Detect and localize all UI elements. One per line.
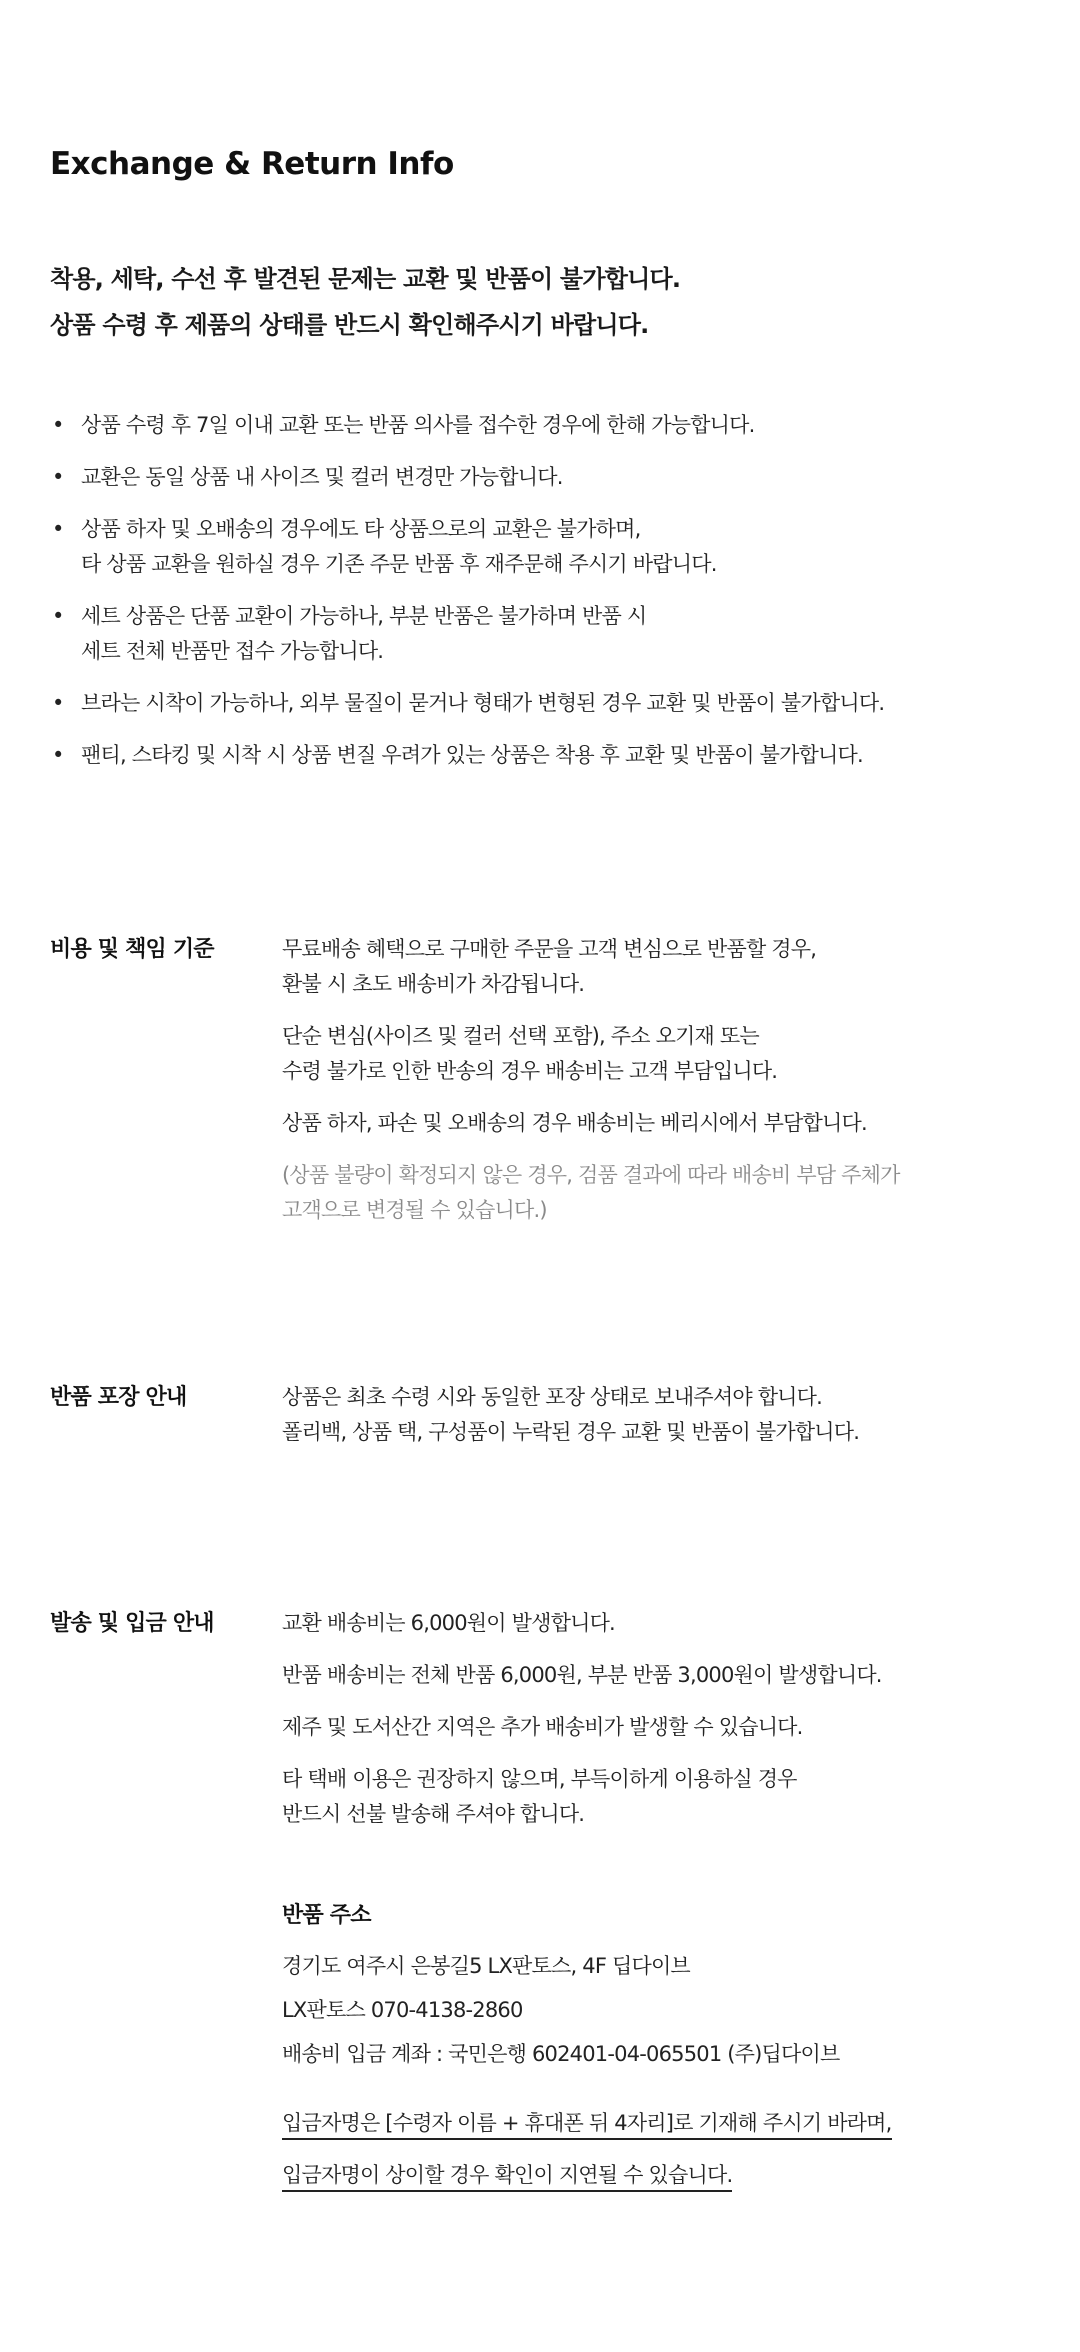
paragraph — [282, 1710, 1052, 1745]
bullet-dot: • — [52, 413, 64, 437]
list-item-text: 교환은 동일 상품 내 사이즈 및 컬러 변경만 가능합니다. — [81, 465, 563, 489]
notice-line: 입금자명은 [수령자 이름 + 휴대폰 뒤 4자리]로 기재해 주시기 바라며, — [282, 2108, 892, 2140]
list-item — [50, 738, 1050, 773]
paragraph — [282, 1606, 1052, 1641]
paragraph-line: 타 택배 이용은 권장하지 않으며, 부득이하게 이용하실 경우 — [282, 1767, 797, 1791]
paragraph-line: 무료배송 혜택으로 구매한 주문을 고객 변심으로 반품할 경우, — [282, 937, 817, 961]
section-label: 비용 및 책임 기준 — [50, 937, 214, 962]
policy-bullet-list — [50, 408, 1050, 790]
page-title: Exchange & Return Info — [50, 146, 454, 182]
paragraph-line: 교환 배송비는 6,000원이 발생합니다. — [282, 1611, 615, 1635]
paragraph — [282, 1380, 1052, 1450]
list-item — [50, 686, 1050, 721]
paragraph-line: 제주 및 도서산간 지역은 추가 배송비가 발생할 수 있습니다. — [282, 1715, 803, 1739]
section-body — [282, 1606, 1052, 2212]
cost-note — [282, 1158, 1052, 1228]
paragraph-line: 상품은 최초 수령 시와 동일한 포장 상태로 보내주셔야 합니다. — [282, 1385, 823, 1409]
paragraph-line: (상품 불량이 확정되지 않은 경우, 검품 결과에 따라 배송비 부담 주체가 — [282, 1163, 900, 1187]
notice-line: 입금자명이 상이할 경우 확인이 지연될 수 있습니다. — [282, 2160, 732, 2192]
list-item-text: 브라는 시착이 가능하나, 외부 물질이 묻거나 형태가 변형된 경우 교환 및 반품이 불가합니다. — [81, 691, 885, 715]
list-item-text: 세트 전체 반품만 접수 가능합니다. — [81, 639, 384, 663]
list-item-text: 세트 상품은 단품 교환이 가능하나, 부분 반품은 불가하며 반품 시 — [81, 604, 647, 628]
paragraph — [282, 1762, 1052, 1832]
paragraph-line: 환불 시 초도 배송비가 차감됩니다. — [282, 972, 585, 996]
list-item — [50, 408, 1050, 443]
paragraph-line: 고객으로 변경될 수 있습니다.) — [282, 1198, 547, 1222]
paragraph — [282, 932, 1052, 1002]
return-address-title: 반품 주소 — [282, 1903, 371, 1928]
paragraph-line: 반드시 선불 발송해 주셔야 합니다. — [282, 1802, 585, 1826]
paragraph-line: 폴리백, 상품 택, 구성품이 누락된 경우 교환 및 반품이 불가합니다. — [282, 1420, 860, 1444]
list-item-text: 상품 수령 후 7일 이내 교환 또는 반품 의사를 접수한 경우에 한해 가능합니다. — [81, 413, 755, 437]
intro-notice — [50, 256, 680, 348]
phone-line: LX판토스 070-4138-2860 — [282, 1998, 523, 2022]
paragraph-line: 단순 변심(사이즈 및 컬러 선택 포함), 주소 오기재 또는 — [282, 1024, 759, 1048]
bullet-dot: • — [52, 691, 64, 715]
intro-line: 착용, 세탁, 수선 후 발견된 문제는 교환 및 반품이 불가합니다. — [50, 265, 681, 293]
intro-line: 상품 수령 후 제품의 상태를 반드시 확인해주시기 바랍니다. — [50, 311, 649, 339]
bullet-dot: • — [52, 604, 64, 628]
bullet-dot: • — [52, 517, 64, 541]
paragraph — [282, 1019, 1052, 1089]
section-body — [282, 932, 1052, 1245]
section-label: 반품 포장 안내 — [50, 1385, 187, 1410]
list-item — [50, 512, 1050, 582]
section-body — [282, 1380, 1052, 1467]
paragraph — [282, 1106, 1052, 1141]
bullet-dot: • — [52, 743, 64, 767]
list-item — [50, 460, 1050, 495]
bank-account-line: 배송비 입금 계좌 : 국민은행 602401-04-065501 (주)딥다이브 — [282, 2042, 840, 2066]
bullet-dot: • — [52, 465, 64, 489]
list-item-text: 팬티, 스타킹 및 시착 시 상품 변질 우려가 있는 상품은 착용 후 교환 및 반품이 불가합니다. — [81, 743, 863, 767]
paragraph-line: 수령 불가로 인한 반송의 경우 배송비는 고객 부담입니다. — [282, 1059, 778, 1083]
return-address — [282, 1944, 1052, 2076]
paragraph-line: 상품 하자, 파손 및 오배송의 경우 배송비는 베리시에서 부담합니다. — [282, 1111, 867, 1135]
address-line: 경기도 여주시 은봉길5 LX판토스, 4F 딥다이브 — [282, 1954, 690, 1978]
list-item — [50, 599, 1050, 669]
paragraph — [282, 1658, 1052, 1693]
paragraph-line: 반품 배송비는 전체 반품 6,000원, 부분 반품 3,000원이 발생합니다. — [282, 1663, 882, 1687]
list-item-text: 상품 하자 및 오배송의 경우에도 타 상품으로의 교환은 불가하며, — [81, 517, 641, 541]
depositor-notice — [282, 2108, 1052, 2212]
list-item-text: 타 상품 교환을 원하실 경우 기존 주문 반품 후 재주문해 주시기 바랍니다. — [81, 552, 717, 576]
section-label: 발송 및 입금 안내 — [50, 1611, 214, 1636]
